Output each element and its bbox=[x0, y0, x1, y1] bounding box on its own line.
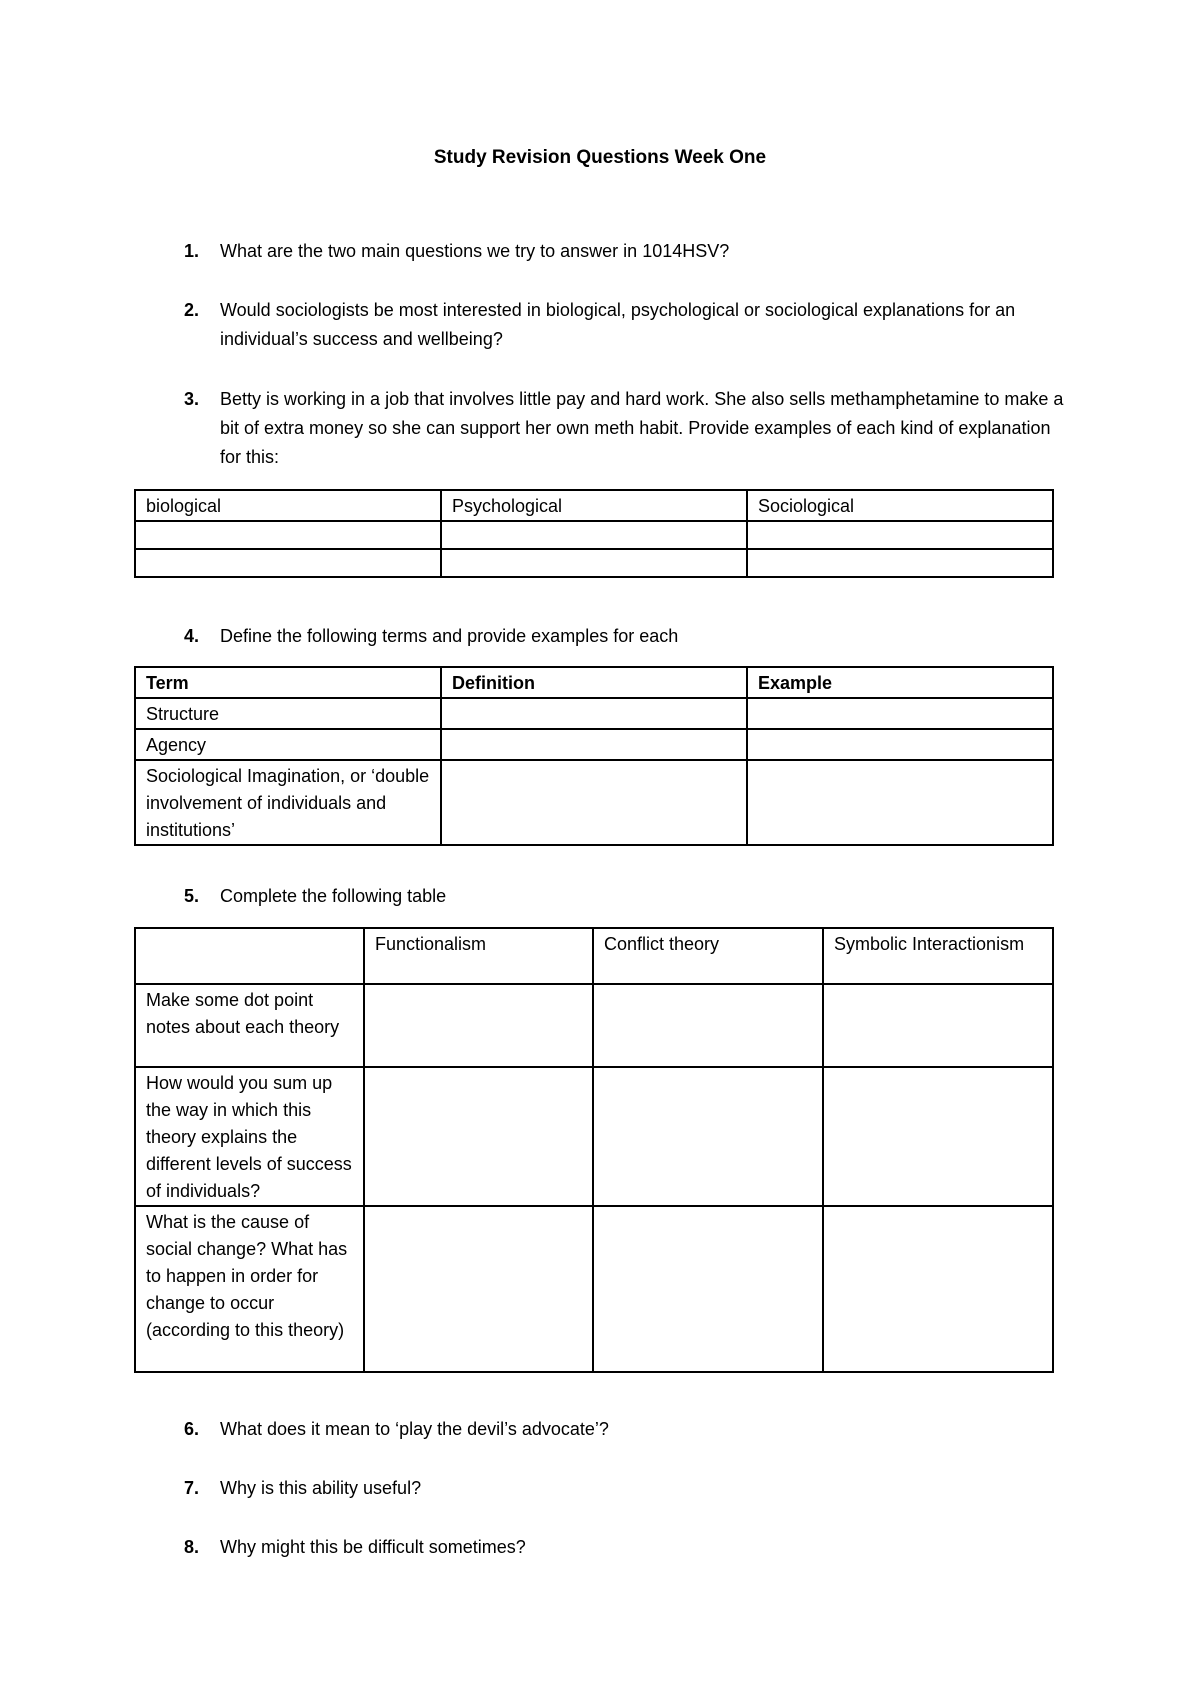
header-cell: Symbolic Interactionism bbox=[823, 928, 1053, 984]
header-cell: Sociological bbox=[747, 490, 1053, 521]
header-cell: Example bbox=[747, 667, 1053, 698]
question-text: Would sociologists be most interested in biological, psychological or sociological explanations for an individual’s success and wellbeing? bbox=[220, 300, 1016, 349]
question-7 bbox=[170, 1474, 1070, 1503]
answer-cell[interactable] bbox=[593, 1206, 823, 1372]
answer-cell[interactable] bbox=[593, 1067, 823, 1206]
prompt-cell: Make some dot point notes about each theory bbox=[135, 984, 364, 1067]
answer-cell[interactable] bbox=[135, 521, 441, 549]
question-number: 3. bbox=[184, 389, 200, 409]
explanations-table bbox=[134, 489, 1054, 578]
answer-cell[interactable] bbox=[823, 1206, 1053, 1372]
question-6 bbox=[170, 1415, 1070, 1444]
table-row bbox=[135, 698, 1053, 729]
document-title: Study Revision Questions Week One bbox=[433, 147, 767, 168]
theories-table bbox=[134, 927, 1054, 1373]
answer-cell[interactable] bbox=[747, 521, 1053, 549]
table-row bbox=[135, 1067, 1053, 1206]
header-cell: biological bbox=[135, 490, 441, 521]
question-3 bbox=[170, 385, 1070, 472]
question-number: 2. bbox=[184, 300, 200, 320]
term-cell: Structure bbox=[135, 698, 441, 729]
answer-cell[interactable] bbox=[441, 549, 747, 577]
answer-cell[interactable] bbox=[747, 698, 1053, 729]
question-text: Betty is working in a job that involves little pay and hard work. She also sells methamphetamine to make a bit of extra money so she can support her own meth habit. Provide examples of each kind of explanation for this: bbox=[220, 389, 1064, 467]
answer-cell[interactable] bbox=[823, 984, 1053, 1067]
answer-cell[interactable] bbox=[135, 549, 441, 577]
question-text: What does it mean to ‘play the devil’s advocate’? bbox=[220, 1419, 609, 1439]
table-header-row bbox=[135, 667, 1053, 698]
answer-cell[interactable] bbox=[747, 760, 1053, 845]
question-text: What are the two main questions we try to answer in 1014HSV? bbox=[220, 241, 730, 261]
table-header-row bbox=[135, 490, 1053, 521]
header-cell: Psychological bbox=[441, 490, 747, 521]
table-row bbox=[135, 729, 1053, 760]
header-cell: Definition bbox=[441, 667, 747, 698]
answer-cell[interactable] bbox=[441, 760, 747, 845]
answer-cell[interactable] bbox=[441, 521, 747, 549]
question-text: Complete the following table bbox=[220, 886, 447, 906]
table-header-row bbox=[135, 928, 1053, 984]
question-2 bbox=[170, 296, 1070, 354]
question-8 bbox=[170, 1533, 1070, 1562]
answer-cell[interactable] bbox=[364, 1067, 593, 1206]
prompt-cell: How would you sum up the way in which this theory explains the different levels of success of individuals? bbox=[135, 1067, 364, 1206]
answer-cell[interactable] bbox=[441, 698, 747, 729]
question-number: 5. bbox=[184, 886, 200, 906]
question-number: 6. bbox=[184, 1419, 200, 1439]
answer-cell[interactable] bbox=[441, 729, 747, 760]
table-row bbox=[135, 549, 1053, 577]
question-5 bbox=[170, 882, 1070, 911]
table-row bbox=[135, 1206, 1053, 1372]
answer-cell[interactable] bbox=[747, 549, 1053, 577]
answer-cell[interactable] bbox=[593, 984, 823, 1067]
answer-cell[interactable] bbox=[747, 729, 1053, 760]
header-cell: Term bbox=[135, 667, 441, 698]
answer-cell[interactable] bbox=[364, 1206, 593, 1372]
term-cell: Sociological Imagination, or ‘double involvement of individuals and institutions’ bbox=[135, 760, 441, 845]
question-number: 7. bbox=[184, 1478, 200, 1498]
table-row bbox=[135, 760, 1053, 845]
answer-cell[interactable] bbox=[364, 984, 593, 1067]
question-text: Why might this be difficult sometimes? bbox=[220, 1537, 526, 1557]
empty-header-cell bbox=[135, 928, 364, 984]
header-cell: Conflict theory bbox=[593, 928, 823, 984]
question-4 bbox=[170, 622, 1070, 651]
question-number: 8. bbox=[184, 1537, 200, 1557]
header-cell: Functionalism bbox=[364, 928, 593, 984]
question-number: 4. bbox=[184, 626, 200, 646]
answer-cell[interactable] bbox=[823, 1067, 1053, 1206]
term-cell: Agency bbox=[135, 729, 441, 760]
table-row bbox=[135, 984, 1053, 1067]
question-1 bbox=[170, 237, 1070, 266]
prompt-cell: What is the cause of social change? What has to happen in order for change to occur (according to this theory) bbox=[135, 1206, 364, 1372]
question-number: 1. bbox=[184, 241, 200, 261]
table-row bbox=[135, 521, 1053, 549]
question-text: Why is this ability useful? bbox=[220, 1478, 422, 1498]
terms-table bbox=[134, 666, 1054, 846]
question-text: Define the following terms and provide examples for each bbox=[220, 626, 679, 646]
